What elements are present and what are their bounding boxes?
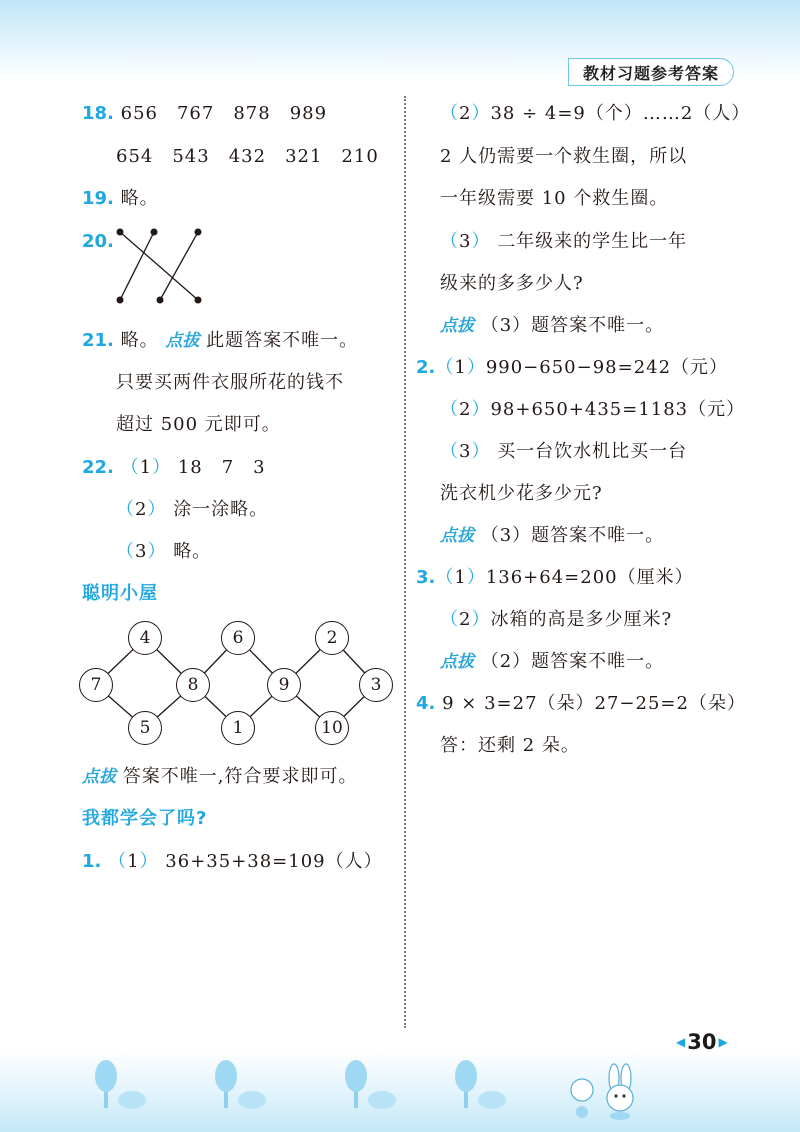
q18-row2: 654 543 432 321 210 [116, 146, 379, 167]
review-q4 [416, 691, 746, 717]
puzzle-node-top-3: 2 [315, 621, 349, 655]
puzzle-node-bottom-1: 5 [128, 711, 162, 745]
dot [195, 229, 202, 236]
q21-line2: 只要买两件衣服所花的钱不 [116, 372, 344, 393]
hint-label: 点拔 [165, 331, 200, 351]
review-q1-p2-text: 38 ÷ 4=9（个）……2（人） [490, 103, 751, 124]
puzzle-node-bottom-2: 1 [221, 711, 255, 745]
review-q3-part2: （2）冰箱的高是多少厘米? [440, 609, 673, 630]
dot [117, 297, 124, 304]
q18-row1 [82, 101, 327, 127]
review-q1-part3: （3） 二年级来的学生比一年 [440, 231, 688, 252]
review-q2-p3-line2: 洗衣机少花多少元? [440, 483, 603, 504]
review-q2-hint [440, 523, 664, 549]
review-q1-p3-label: 3 [459, 231, 472, 252]
q22-p2-text: 涂一涂略。 [173, 499, 269, 520]
review-q3-hint-text: （2）题答案不唯一。 [480, 651, 665, 672]
hint-label: 点拔 [440, 652, 474, 672]
page-number-text: 30 [687, 1030, 717, 1054]
q22-number: 22. [82, 457, 114, 478]
q22-p3-label: 3 [135, 541, 148, 562]
section-smart-house: 聪明小屋 [82, 583, 158, 604]
q22-p2-label: 2 [135, 499, 148, 520]
match-line-1 [120, 232, 198, 300]
review-q2-p2-text: 98+650+435=1183（元） [490, 399, 746, 420]
review-q3-p2-text: 冰箱的高是多少厘米? [490, 609, 673, 630]
review-q1-p2-label: 2 [459, 103, 472, 124]
puzzle-node-mid-3: 9 [267, 668, 301, 702]
section-learned: 我都学会了吗? [82, 808, 208, 829]
hint-label: 点拔 [82, 767, 116, 787]
q19-number: 19. [82, 188, 114, 209]
q22-p3-text: 略。 [173, 541, 212, 562]
dot [157, 297, 164, 304]
review-q1-hint-text: （3）题答案不唯一。 [480, 315, 665, 336]
review-q1-p3-text: 二年级来的学生比一年 [497, 231, 688, 252]
q22-p1-label: 1 [139, 457, 153, 478]
q21-hint-text: 此题答案不唯一。 [206, 330, 359, 351]
review-q2-p1-label: 1 [454, 357, 467, 378]
review-q2-part1: 2.（1）990−650−98=242（元） [416, 357, 729, 378]
q22-p1-text: 18 7 3 [177, 457, 266, 478]
review-q3-part1: 3.（1）136+64=200（厘米） [416, 567, 694, 588]
review-q2-p1-text: 990−650−98=242（元） [485, 357, 729, 378]
review-q2-hint-text: （3）题答案不唯一。 [480, 525, 665, 546]
review-q3-hint [440, 649, 664, 675]
review-q3-p2-label: 2 [459, 609, 472, 630]
bunny-icon [571, 1064, 633, 1120]
dot [151, 229, 158, 236]
review-q1-p1-label: 1 [127, 851, 140, 872]
header-title: 教材习题参考答案 [568, 58, 734, 86]
q22-part1: 22. （1） 18 7 3 [82, 457, 266, 478]
review-q1-p3-line2: 级来的多多少人? [440, 273, 584, 294]
review-q1-number: 1. [82, 851, 102, 872]
q19 [82, 186, 159, 212]
review-q4-number: 4. [416, 693, 436, 714]
puzzle-node-mid-1: 7 [79, 668, 113, 702]
puzzle-hint-text: 答案不唯一,符合要求即可。 [122, 766, 358, 787]
q21-text: 略。 [120, 330, 159, 351]
tree-icon [95, 1060, 146, 1109]
q21-line3: 超过 500 元即可。 [116, 414, 281, 435]
footer-decoration [90, 1050, 730, 1120]
review-q2-p3-text: 买一台饮水机比买一台 [497, 441, 688, 462]
puzzle-node-mid-2: 8 [176, 668, 210, 702]
puzzle-node-top-1: 4 [128, 621, 162, 655]
q22-part3: （3） 略。 [116, 541, 212, 562]
review-q3-number: 3. [416, 567, 436, 588]
page-number [676, 1030, 728, 1054]
review-q3-p1-text: 136+64=200（厘米） [485, 567, 694, 588]
review-q2-p2-label: 2 [459, 399, 472, 420]
tree-icon [215, 1060, 266, 1109]
next-arrow-icon: ▶ [718, 1035, 728, 1049]
column-divider [404, 96, 406, 1028]
q22-part2: （2） 涂一涂略。 [116, 499, 269, 520]
match-line-2 [120, 232, 154, 300]
hint-label: 点拔 [440, 316, 474, 336]
puzzle-node-mid-4: 3 [359, 668, 393, 702]
dot [195, 297, 202, 304]
review-q4-text: 9 × 3=27（朵）27−25=2（朵） [442, 693, 746, 714]
review-q4-line2: 答：还剩 2 朵。 [440, 735, 580, 756]
review-q1-p2-line2: 2 人仍需要一个救生圈，所以 [440, 146, 688, 167]
q20-matching-diagram [110, 222, 210, 306]
puzzle-hint [82, 764, 357, 790]
tree-icon [345, 1060, 396, 1109]
puzzle-node-bottom-3: 10 [315, 711, 349, 745]
match-line-3 [160, 232, 198, 300]
review-q2-part3: （3） 买一台饮水机比买一台 [440, 441, 688, 462]
review-q1-p1-text: 36+35+38=109（人） [165, 851, 383, 872]
review-q2-number: 2. [416, 357, 436, 378]
hint-label: 点拔 [440, 526, 474, 546]
prev-arrow-icon: ◀ [676, 1035, 686, 1049]
review-q1-part1: 1. （1） 36+35+38=109（人） [82, 851, 383, 872]
review-q2-p3-label: 3 [459, 441, 472, 462]
q18-row1-text: 656 767 878 989 [120, 103, 328, 124]
q21 [82, 328, 358, 354]
dot [117, 229, 124, 236]
review-q1-hint [440, 313, 664, 339]
review-q1-part2: （2）38 ÷ 4=9（个）……2（人） [440, 103, 751, 124]
review-q2-part2: （2）98+650+435=1183（元） [440, 399, 746, 420]
q21-number: 21. [82, 330, 114, 351]
q20-number: 20. [82, 231, 114, 252]
q18-number: 18. [82, 103, 114, 124]
review-q3-p1-label: 1 [454, 567, 467, 588]
review-q1-p2-line3: 一年级需要 10 个救生圈。 [440, 188, 669, 209]
tree-icon [455, 1060, 506, 1109]
q19-text: 略。 [120, 188, 159, 209]
puzzle-node-top-2: 6 [221, 621, 255, 655]
